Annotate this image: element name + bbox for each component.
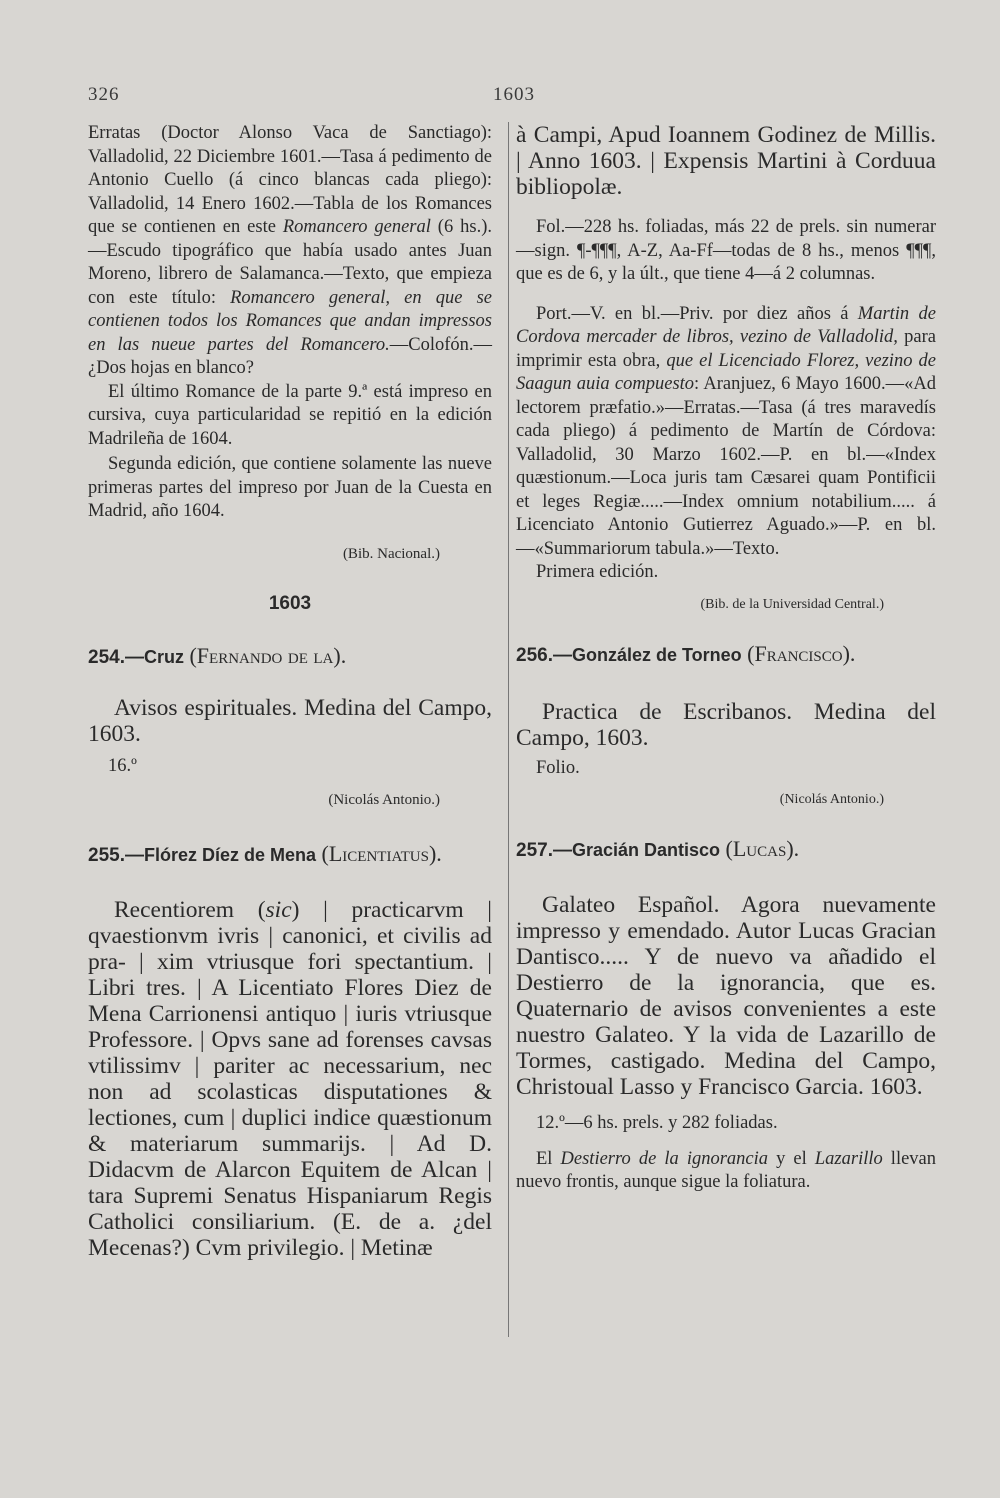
entry-255-edition-note: Primera edición. xyxy=(536,562,659,582)
left-column xyxy=(88,122,492,1261)
entry-257-note xyxy=(516,1148,936,1195)
author-given: (Lucas). xyxy=(720,836,800,861)
dash: — xyxy=(124,646,144,668)
text-run: y el xyxy=(768,1148,815,1169)
right-column xyxy=(516,122,936,1195)
text-run: Recentiorem ( xyxy=(114,897,266,923)
entry-256-title: Practica de Escribanos. Medina del Campo, 1603. xyxy=(516,698,936,751)
entry-number: 256. xyxy=(516,644,553,666)
text-run: para imprimir esta obra, xyxy=(516,327,936,371)
entry-254-format: 16.º xyxy=(108,755,137,776)
entry-255-collation: Fol.—228 hs. foliadas, más 22 de prels. sin numerar—sign. ¶-¶¶¶, A-Z, Aa-Ff—todas de 8 hs., menos ¶¶¶, que es de 6, y la últ., que tiene 4—á 2 columnas. xyxy=(516,217,936,284)
text-run: Port.—V. en bl.—Priv. por diez años á xyxy=(536,303,858,324)
entry-256-format: Folio. xyxy=(536,757,580,778)
author-given: (Francisco). xyxy=(741,640,856,666)
entry-255-heading xyxy=(88,841,492,869)
entry-257-heading xyxy=(516,836,936,864)
author-surname: Cruz xyxy=(143,646,184,667)
text-run: llevan nuevo frontis, aunque sigue la foliatura. xyxy=(516,1148,937,1192)
italic-run: sic xyxy=(265,897,292,923)
entry-253-edition-note: Segunda edición, que contiene solamente las nueve primeras partes del impreso por Juan de la Cuesta en Madrid, año 1604. xyxy=(88,454,492,521)
entry-number: 257. xyxy=(516,840,553,861)
italic-run: Romancero general xyxy=(282,217,431,237)
entry-254-reference: (Nicolás Antonio.) xyxy=(328,792,440,808)
entry-253-description xyxy=(88,122,492,381)
dash: — xyxy=(552,840,572,861)
entry-254-heading xyxy=(88,643,492,671)
column-divider xyxy=(508,122,509,1337)
author-surname: Gracián Dantisco xyxy=(571,840,721,860)
italic-run: Martin de Cordova mercader de libros, vezino de Valladolid, xyxy=(516,303,936,347)
entry-257-collation: 12.º—6 hs. prels. y 282 foliadas. xyxy=(536,1113,778,1133)
italic-run: que el Licenciado Florez, vezino de Saagun auia compuesto xyxy=(516,350,936,394)
text-run: Erratas (Doctor Alonso Vaca de Sanctiago): Valladolid, 22 Diciembre 1601.—Tasa á pedimento de Antonio Cuello (á cinco blancas cada pliego): Valladolid, 14 Enero 1602.—Tabla de los Romances que se contienen en este xyxy=(88,123,492,237)
entry-256-heading xyxy=(516,641,936,669)
text-run: —Colofón.—¿Dos hojas en blanco? xyxy=(88,334,492,378)
year-heading: 1603 xyxy=(268,592,312,614)
italic-run: Romancero general, en que se contienen todos los Romances que andan impressos en las nueue partes del Romancero. xyxy=(88,287,492,355)
entry-253-note: El último Romance de la parte 9.ª está impreso en cursiva, cuya particularidad se repitió en la edición Madrileña de 1604. xyxy=(88,381,492,449)
entry-255-reference: (Bib. de la Universidad Central.) xyxy=(700,596,884,612)
italic-run: Lazarillo xyxy=(814,1148,883,1169)
text-run: : Aranjuez, 6 Mayo 1600.—«Ad lectorem præfatio.»—Erratas.—Tasa (á tres maravedís cada pliego) á pedimento de Martín de Córdova: Valladolid, 30 Marzo 1602.—P. en bl.—«Index quæstionum.—Loca juris tam Cæsarei quam Pontificii et leges Regiæ.....—Index omnium notabilium..... á Licenciato Antonio Gutierrez Aguado.»—P. en bl.—«Summariorum tabula.»—Texto. xyxy=(516,374,936,559)
author-surname: Flórez Díez de Mena xyxy=(143,845,317,865)
entry-256-reference: (Nicolás Antonio.) xyxy=(779,792,884,807)
author-surname: González de Torneo xyxy=(571,644,742,665)
dash: — xyxy=(124,845,144,866)
author-given: (Licentiatus). xyxy=(316,841,442,866)
entry-257-title: Galateo Español. Agora nuevamente impresso y emendado. Autor Lucas Gracian Dantisco..... Y de nuevo va añadido el Destierro de la ignorancia, que es. Quaternario de avisos convenientes a este nuestro Galateo. Y la vida de Lazarillo de Tormes, castigado. Medina del Campo, Christoual Lasso y Francisco Garcia. 1603. xyxy=(516,892,936,1100)
text-run: (6 hs.).—Escudo tipográfico que había usado antes Juan Moreno, librero de Salamanca.—Texto, que empieza con este título: xyxy=(88,217,492,308)
text-run: El xyxy=(536,1148,561,1169)
entry-number: 254. xyxy=(88,646,125,668)
entry-255-title xyxy=(88,897,492,1261)
italic-run: Destierro de la ignorancia xyxy=(560,1148,769,1169)
running-head-year: 1603 xyxy=(493,84,535,105)
dash: — xyxy=(552,644,572,666)
entry-255-description xyxy=(516,303,936,562)
page-number: 326 xyxy=(88,84,120,105)
author-given: (Fernando de la). xyxy=(183,642,347,668)
entry-254-title: Avisos espirituales. Medina del Campo, 1603. xyxy=(88,694,492,747)
entry-number: 255. xyxy=(88,845,125,866)
text-run: ) | practicarvm | qvaestionvm ivris | canonici, et civilis ad pra- | xim vtriusque fori spectantium. | Libri tres. | A Licentiato Flores Diez de Mena Carrionensi antiquo | iuris vtriusque Professore. | Opvs sane ad forenses cavsas vtilissimv | pariter ac necessarium, nec non ad scolasticas disputationes & lectiones, cum | duplici indice quæstionum & materiarum summarijs. | Ad D. Didacvm de Alarcon Equitem de Alcan | tara Supremi Senatus Hispaniarum Regis Catholici consiliarium. (E. de a. ¿del Mecenas?) Cvm privilegio. | Metinæ xyxy=(88,897,492,1261)
entry-253-reference: (Bib. Nacional.) xyxy=(342,545,440,562)
entry-255-title-continued: à Campi, Apud Ioannem Godinez de Millis. | Anno 1603. | Expensis Martini à Corduua bibliopolæ. xyxy=(516,122,936,200)
